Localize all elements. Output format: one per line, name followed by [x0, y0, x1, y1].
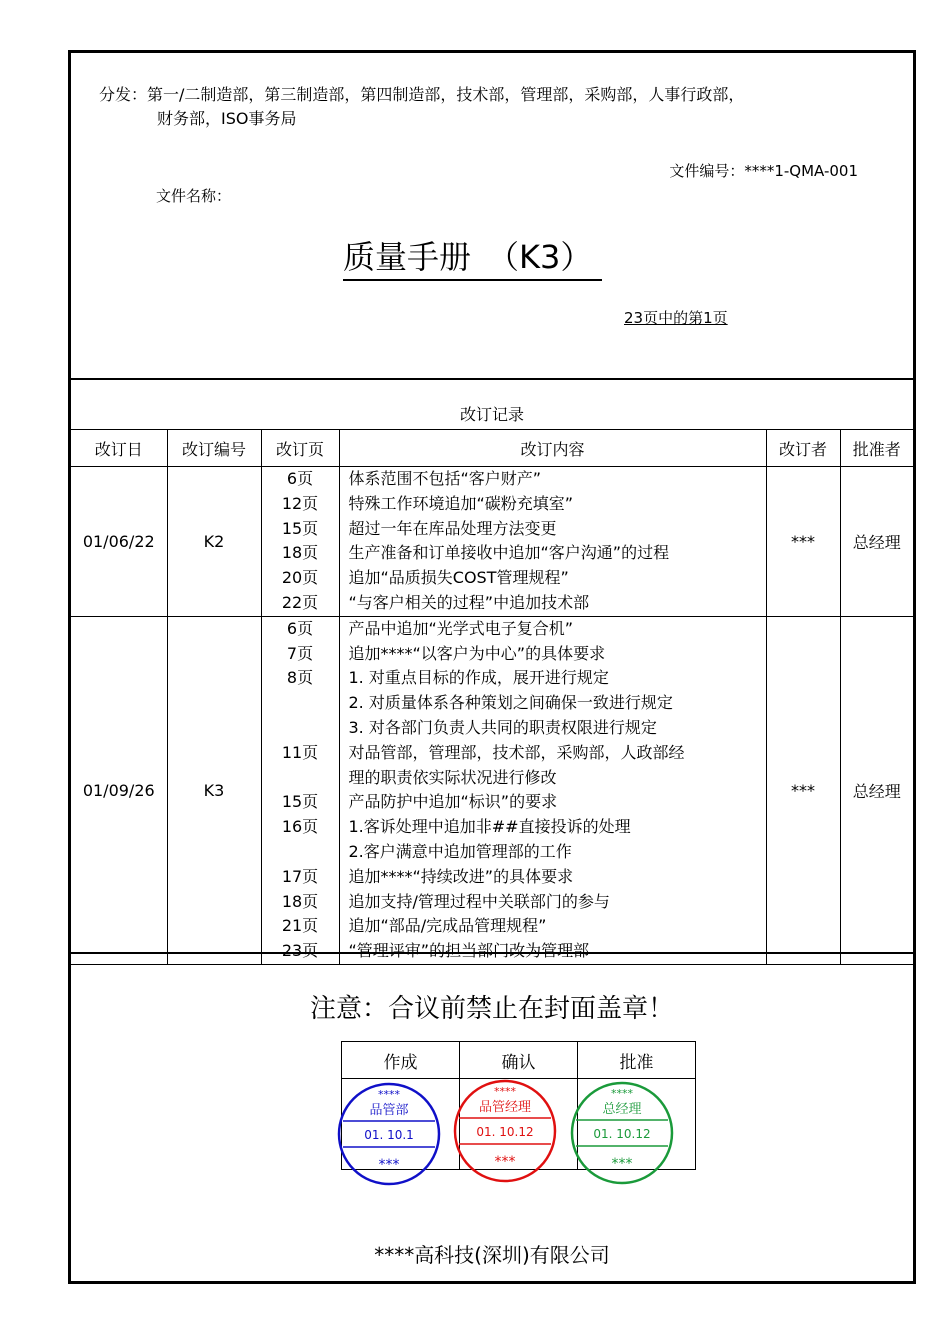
revision-content-line: 追加“品质损失COST管理规程”	[348, 568, 569, 588]
revision-content-line: 体系范围不包括“客户财产”	[348, 469, 542, 488]
header-pages: 改订页	[261, 430, 339, 467]
distribution-line-1: 分发：第一/二制造部，第三制造部，第四制造部，技术部，管理部，采购部，人事行政部，	[99, 85, 745, 104]
revision-page-line: 16页	[281, 817, 319, 837]
revision-content-line: 2. 对质量体系各种策划之间确保一致进行规定	[348, 693, 673, 713]
document-name-label: 文件名称：	[156, 187, 232, 205]
seal-quality-dept	[339, 1084, 439, 1184]
seal-sign-text: ***	[378, 1157, 400, 1173]
revision-content-line: “管理评审”的担当部门改为管理部	[348, 941, 590, 961]
revision-page-line: 11页	[281, 742, 319, 762]
seal-dept-text: 总经理	[602, 1102, 642, 1117]
revision-page-line: 6页	[286, 618, 314, 638]
revision-content-line: “与客户相关的过程”中追加技术部	[348, 592, 590, 612]
revision-content-line: 3. 对各部门负责人共同的职责权限进行规定	[348, 717, 657, 737]
seal-date-text: 01. 10.12	[476, 1125, 534, 1139]
document-number: 文件编号：****1-QMA-001	[669, 162, 858, 180]
revision-content-line: 追加****“持续改进”的具体要求	[348, 866, 574, 886]
seal-top-text: ****	[494, 1085, 516, 1098]
header-reviser: 改订者	[766, 430, 840, 467]
revision-content-line: 特殊工作环境追加“碳粉充填室”	[348, 493, 574, 513]
distribution-line-2: 财务部，ISO事务局	[157, 109, 297, 128]
revision-code: K2	[167, 467, 261, 617]
revision-page-line: 18页	[281, 543, 319, 563]
seal-dept-text: 品管部	[369, 1103, 409, 1118]
seal-general-manager	[572, 1083, 672, 1183]
document-title: 质量手册 （K3）	[343, 239, 602, 281]
revision-page-line: 22页	[281, 592, 319, 612]
header-contents: 改订内容	[339, 430, 766, 467]
header-date: 改订日	[71, 430, 167, 467]
company-name: ****高科技(深圳)有限公司	[374, 1243, 610, 1267]
seal-dept-text: 品管经理	[478, 1100, 532, 1115]
revision-content-line: 1.客诉处理中追加非##直接投诉的处理	[348, 817, 631, 837]
revision-content-line: 超过一年在库品处理方法变更	[348, 518, 557, 538]
revision-page-line: 23页	[281, 941, 319, 961]
revision-page-line: 6页	[286, 469, 314, 488]
revision-page-line: 21页	[281, 916, 319, 936]
revision-reviser: ***	[766, 467, 840, 617]
revision-content-line: 追加****“以客户为中心”的具体要求	[348, 643, 606, 663]
seal-sign-text: ***	[494, 1154, 516, 1170]
seal-date-text: 01. 10.12	[593, 1127, 651, 1141]
revision-reviser: ***	[766, 616, 840, 964]
revision-page-line: 7页	[286, 643, 314, 663]
seal-top-text: ****	[611, 1087, 633, 1100]
revision-page-line: 20页	[281, 568, 319, 588]
seal-date-text: 01. 10.1	[364, 1128, 414, 1142]
revision-content-line: 理的职责依实际状况进行修改	[348, 767, 557, 787]
revision-content-line: 对品管部，管理部，技术部，采购部，人政部经	[348, 742, 685, 762]
revision-code: K3	[167, 616, 261, 964]
seal-sign-text: ***	[611, 1156, 633, 1172]
revision-page-line: 8页	[286, 668, 314, 688]
revision-content-line: 2.客户满意中追加管理部的工作	[348, 841, 572, 861]
revision-page-line: 15页	[281, 518, 319, 538]
revision-content-line: 生产准备和订单接收中追加“客户沟通”的过程	[348, 543, 670, 563]
revision-content-line: 追加“部品/完成品管理规程”	[348, 916, 547, 936]
seal-top-text: ****	[378, 1088, 400, 1101]
revision-content-line: 追加支持/管理过程中关联部门的参与	[348, 891, 610, 911]
notice-text: 注意：合议前禁止在封面盖章！	[309, 994, 674, 1024]
revision-content-line: 1. 对重点目标的作成，展开进行规定	[348, 668, 609, 688]
stamp-header-create: 作成	[342, 1042, 460, 1079]
revision-page-line: 18页	[281, 891, 319, 911]
stamp-header-confirm: 确认	[460, 1042, 578, 1079]
revision-caption: 改订记录	[71, 397, 913, 430]
revision-page-line: 17页	[281, 866, 319, 886]
page-info: 23页中的第1页	[624, 309, 728, 327]
revision-approver: 总经理	[840, 616, 913, 964]
stamp-header-approve: 批准	[578, 1042, 696, 1079]
header-code: 改订编号	[167, 430, 261, 467]
revision-content-line: 产品防护中追加“标识”的要求	[348, 792, 558, 812]
revision-content-line: 产品中追加“光学式电子复合机”	[348, 618, 574, 638]
seal-quality-manager	[455, 1081, 555, 1181]
seal-layer	[71, 53, 913, 1281]
document-frame	[68, 50, 916, 1284]
header-approver: 批准者	[840, 430, 913, 467]
revision-approver: 总经理	[840, 467, 913, 617]
revision-date: 01/09/26	[71, 616, 167, 964]
revision-date: 01/06/22	[71, 467, 167, 617]
revision-page-line: 12页	[281, 493, 319, 513]
revision-page-line: 15页	[281, 792, 319, 812]
